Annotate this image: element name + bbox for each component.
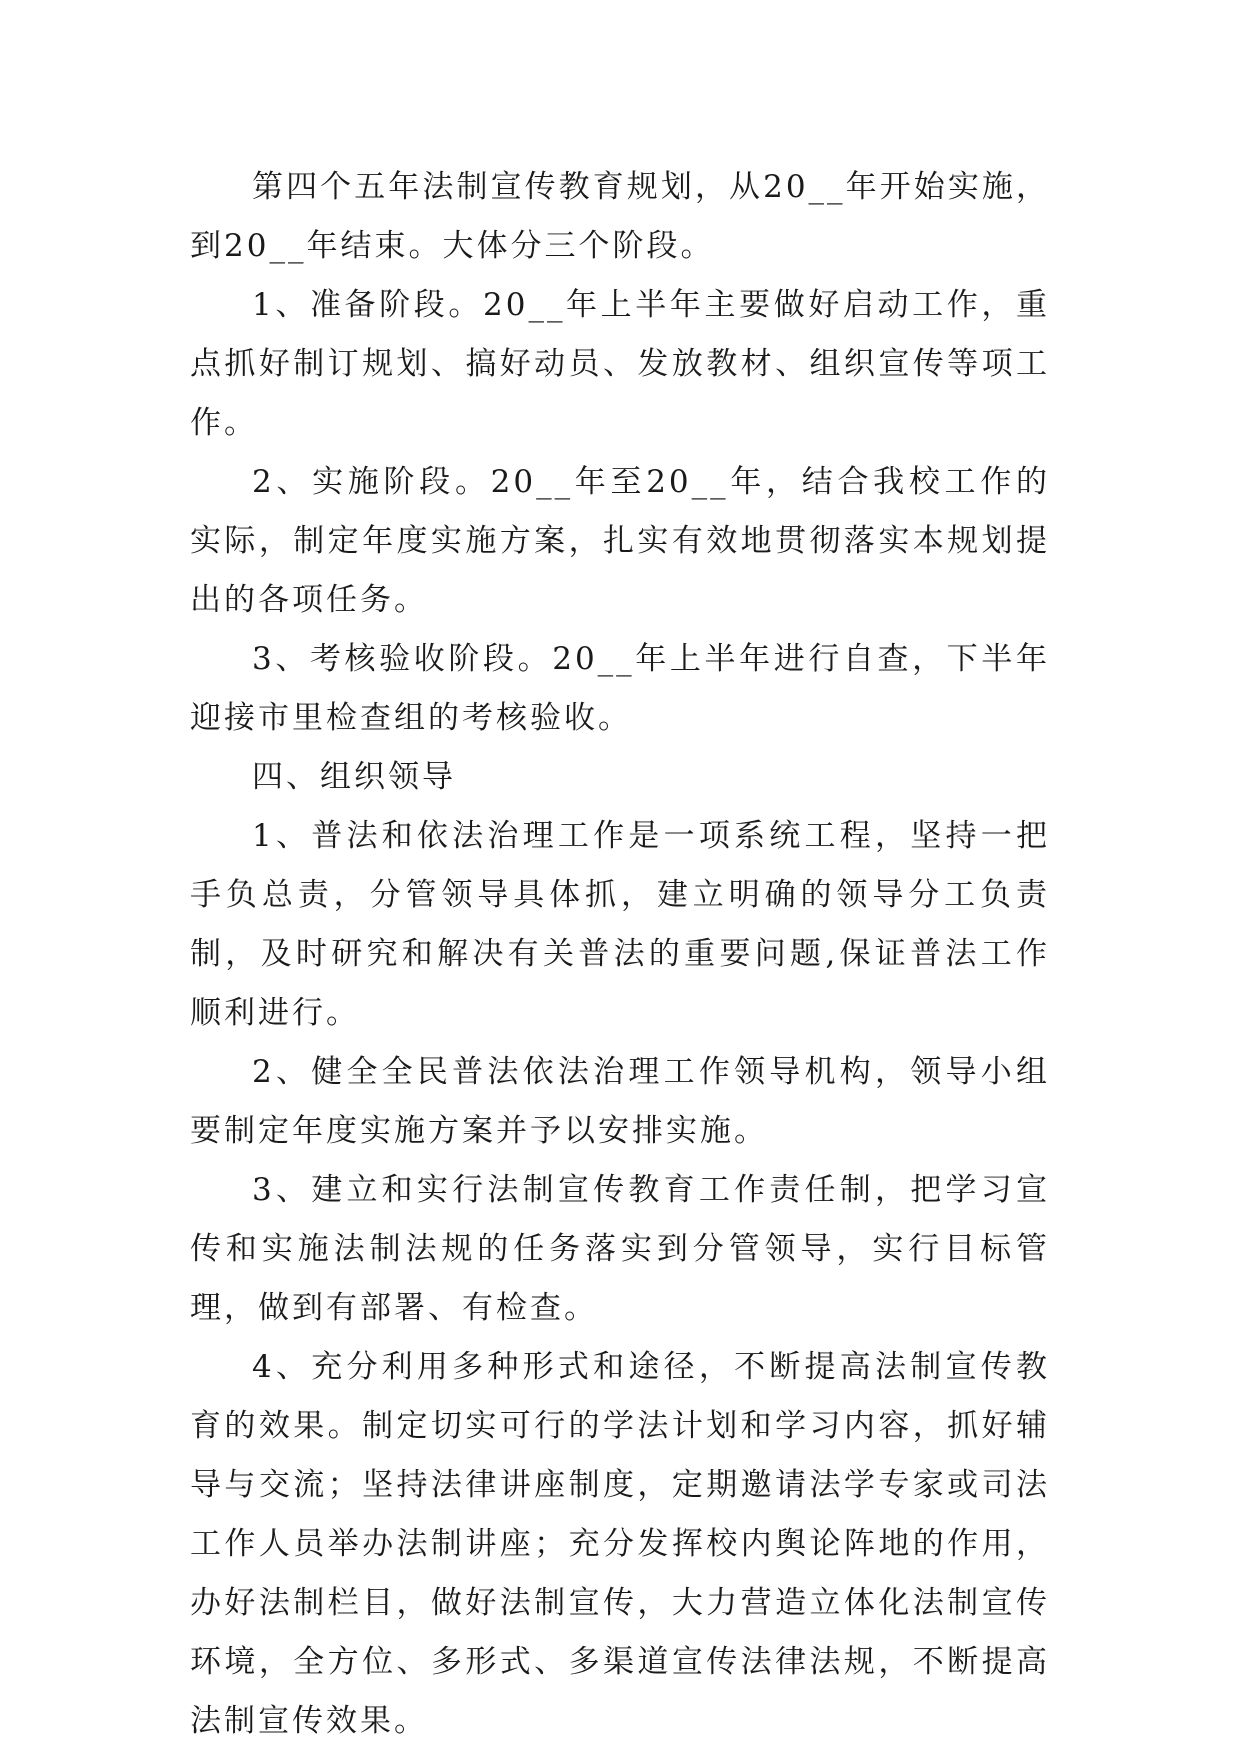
paragraph-preparation-stage: 1、准备阶段。20__年上半年主要做好启动工作，重点抓好制订规划、搞好动员、发放教材、组织宣传等项工作。 xyxy=(190,287,1050,441)
paragraph-responsibility-system: 3、建立和实行法制宣传教育工作责任制，把学习宣传和实施法制法规的任务落实到分管领导，实行目标管理，做到有部署、有检查。 xyxy=(190,1172,1050,1326)
paragraph-leadership-responsibility: 1、普法和依法治理工作是一项系统工程，坚持一把手负总责，分管领导具体抓，建立明确的领导分工负责制，及时研究和解决有关普法的重要问题,保证普法工作顺利进行。 xyxy=(190,818,1050,1031)
paragraph-assessment-stage: 3、考核验收阶段。20__年上半年进行自查，下半年迎接市里检查组的考核验收。 xyxy=(190,641,1050,736)
document-body xyxy=(190,158,1050,1751)
paragraph-plan-period: 第四个五年法制宣传教育规划，从20__年开始实施，到20__年结束。大体分三个阶段。 xyxy=(190,169,1050,264)
section-heading-organization: 四、组织领导 xyxy=(252,759,456,795)
paragraph-leading-group: 2、健全全民普法依法治理工作领导机构，领导小组要制定年度实施方案并予以安排实施。 xyxy=(190,1054,1050,1149)
paragraph-publicity-methods: 4、充分利用多种形式和途径，不断提高法制宣传教育的效果。制定切实可行的学法计划和学习内容，抓好辅导与交流；坚持法律讲座制度，定期邀请法学专家或司法工作人员举办法制讲座；充分发挥校内舆论阵地的作用，办好法制栏目，做好法制宣传，大力营造立体化法制宣传环境，全方位、多形式、多渠道宣传法律法规，不断提高法制宣传效果。 xyxy=(190,1349,1050,1739)
paragraph-implementation-stage: 2、实施阶段。20__年至20__年，结合我校工作的实际，制定年度实施方案，扎实有效地贯彻落实本规划提出的各项任务。 xyxy=(190,464,1050,618)
